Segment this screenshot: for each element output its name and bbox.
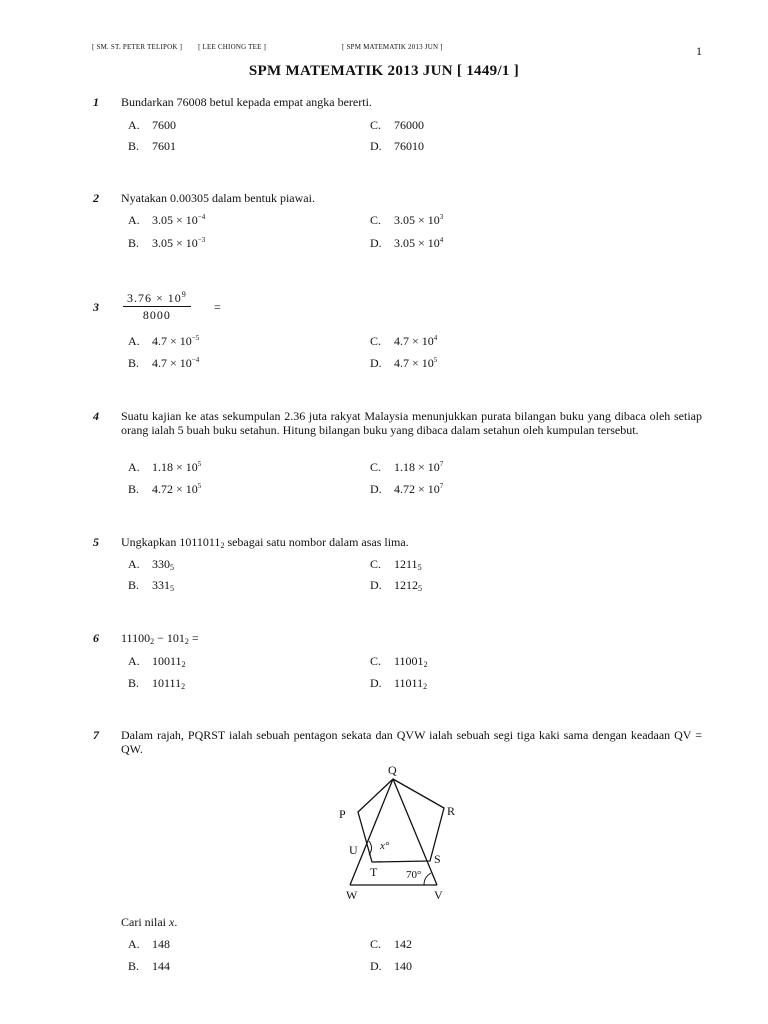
- option-base: 1212: [394, 578, 418, 592]
- option-a: [128, 937, 170, 952]
- prompt-variable: x: [169, 915, 175, 929]
- option-c: [370, 334, 437, 349]
- option-base: 3.05 × 10: [394, 236, 440, 250]
- option-label: D.: [370, 676, 382, 690]
- option-label: C.: [370, 557, 382, 571]
- label-w: W: [346, 888, 358, 902]
- option-label: C.: [370, 937, 382, 951]
- option-exponent: 3: [439, 213, 444, 221]
- option-base: 1.18 × 10: [394, 460, 440, 474]
- option-base: 3.05 × 10: [394, 213, 440, 227]
- label-v: V: [434, 888, 443, 902]
- option-value: 76000: [394, 118, 424, 132]
- option-exponent: 4: [433, 334, 438, 342]
- label-p: P: [339, 807, 346, 821]
- option-exponent: 5: [433, 356, 438, 364]
- option-b: [128, 959, 170, 974]
- option-label: C.: [370, 118, 382, 132]
- option-a: [128, 213, 205, 228]
- option-label: A.: [128, 460, 140, 474]
- option-label: C.: [370, 334, 382, 348]
- option-exponent: 5: [197, 482, 202, 490]
- option-label: B.: [128, 139, 140, 153]
- question-text: Dalam rajah, PQRST ialah sebuah pentagon sekata dan QVW ialah sebuah segi tiga kaki sama dengan keadaan QV = QW.: [121, 728, 702, 756]
- base-subscript: 2: [220, 541, 225, 550]
- label-s: S: [434, 852, 441, 866]
- option-d: [370, 959, 412, 974]
- option-label: B.: [128, 356, 140, 370]
- prompt-text: .: [174, 915, 178, 929]
- fraction-numerator: [123, 290, 191, 307]
- header-exam: [ SPM MATEMATIK 2013 JUN ]: [342, 43, 443, 51]
- option-label: A.: [128, 557, 140, 571]
- option-label: A.: [128, 334, 140, 348]
- option-base: 1.18 × 10: [152, 460, 198, 474]
- option-label: A.: [128, 118, 140, 132]
- option-label: B.: [128, 236, 140, 250]
- question-prompt: [121, 915, 702, 929]
- option-subscript: 5: [418, 584, 422, 593]
- option-a: [128, 118, 176, 133]
- equals-sign: =: [214, 300, 221, 314]
- question-number: 1: [93, 95, 99, 109]
- option-base: 4.7 × 10: [152, 356, 192, 370]
- option-value: 7601: [152, 139, 176, 153]
- numerator-base: 3.76 × 10: [127, 291, 182, 305]
- option-b: [128, 578, 174, 593]
- base-subscript: 2: [184, 637, 189, 646]
- label-q: Q: [388, 763, 397, 777]
- question-number: 2: [93, 191, 99, 205]
- option-base: 11001: [394, 654, 424, 668]
- option-subscript: 2: [423, 660, 428, 669]
- option-b: [128, 356, 199, 371]
- option-base: 4.7 × 10: [152, 334, 192, 348]
- option-base: 331: [152, 578, 170, 592]
- fraction: [123, 290, 191, 323]
- option-label: B.: [128, 676, 140, 690]
- option-b: [128, 236, 205, 251]
- option-a: [128, 557, 174, 572]
- option-d: [370, 482, 443, 497]
- option-label: A.: [128, 937, 140, 951]
- option-d: [370, 676, 427, 691]
- option-exponent: −5: [191, 334, 200, 342]
- option-value: 140: [394, 959, 412, 973]
- option-exponent: 5: [197, 460, 202, 468]
- option-c: [370, 118, 424, 133]
- question-text: Nyatakan 0.00305 dalam bentuk piawai.: [121, 191, 315, 205]
- option-d: [370, 356, 437, 371]
- option-d: [370, 236, 443, 251]
- option-base: 10011: [152, 654, 182, 668]
- option-exponent: −3: [197, 236, 206, 244]
- option-subscript: 2: [181, 682, 186, 691]
- option-label: B.: [128, 482, 140, 496]
- text-part: sebagai satu nombor dalam asas lima.: [224, 535, 409, 549]
- question-text: Bundarkan 76008 betul kepada empat angka bererti.: [121, 95, 372, 109]
- question-number: 7: [93, 728, 99, 742]
- question-expression: [121, 631, 702, 649]
- expr-term: =: [188, 631, 199, 645]
- option-base: 330: [152, 557, 170, 571]
- option-value: 142: [394, 937, 412, 951]
- running-header: [92, 43, 457, 51]
- option-d: [370, 139, 424, 154]
- option-subscript: 5: [170, 584, 174, 593]
- option-value: 76010: [394, 139, 424, 153]
- expr-term: − 101: [154, 631, 185, 645]
- option-b: [128, 139, 176, 154]
- angle-v-arc: [424, 873, 431, 885]
- option-c: [370, 557, 422, 572]
- option-value: 7600: [152, 118, 176, 132]
- option-label: A.: [128, 654, 140, 668]
- option-d: [370, 578, 422, 593]
- option-label: D.: [370, 578, 382, 592]
- option-exponent: 7: [439, 482, 444, 490]
- option-value: 144: [152, 959, 170, 973]
- option-base: 11011: [394, 676, 424, 690]
- expr-term: 11100: [121, 631, 151, 645]
- angle-x-label: x°: [380, 840, 390, 852]
- question-number: 4: [93, 409, 99, 423]
- pentagon-triangle-figure: [0, 758, 768, 908]
- option-exponent: 7: [439, 460, 444, 468]
- option-a: [128, 334, 199, 349]
- option-subscript: 5: [417, 563, 422, 572]
- option-b: [128, 482, 201, 497]
- label-t: T: [370, 865, 378, 879]
- option-exponent: 4: [439, 236, 444, 244]
- numerator-exponent: 9: [181, 290, 187, 299]
- option-label: D.: [370, 139, 382, 153]
- fraction-denominator: 8000: [142, 308, 171, 322]
- option-label: C.: [370, 654, 382, 668]
- option-base: 4.7 × 10: [394, 334, 434, 348]
- option-label: D.: [370, 356, 382, 370]
- option-a: [128, 654, 186, 669]
- option-b: [128, 676, 185, 691]
- option-exponent: −4: [191, 356, 200, 364]
- label-u: U: [349, 843, 358, 857]
- option-label: B.: [128, 578, 140, 592]
- header-school: [ SM. ST. PETER TELIPOK ]: [92, 43, 183, 51]
- text-part: Ungkapkan 1011011: [121, 535, 221, 549]
- angle-v-label: 70°: [406, 869, 422, 881]
- option-c: [370, 937, 412, 952]
- label-r: R: [447, 804, 456, 818]
- option-subscript: 5: [170, 563, 174, 572]
- option-base: 4.7 × 10: [394, 356, 434, 370]
- page-number: 1: [696, 44, 702, 58]
- option-c: [370, 460, 443, 475]
- option-base: 1211: [394, 557, 418, 571]
- option-label: C.: [370, 213, 382, 227]
- header-author: [ LEE CHIONG TEE ]: [198, 43, 267, 51]
- option-base: 3.05 × 10: [152, 236, 198, 250]
- option-label: A.: [128, 213, 140, 227]
- option-label: B.: [128, 959, 140, 973]
- option-label: C.: [370, 460, 382, 474]
- question-text: Suatu kajian ke atas sekumpulan 2.36 juta rakyat Malaysia menunjukkan purata bilangan buku yang dibaca oleh setiap orang ialah 5 buah buku setahun. Hitung bilangan buku yang dibaca dalam setahun oleh kumpulan tersebut.: [121, 409, 702, 437]
- option-c: [370, 213, 443, 228]
- question-number: 6: [93, 631, 99, 645]
- option-value: 148: [152, 937, 170, 951]
- question-number: 3: [93, 300, 99, 314]
- option-subscript: 2: [423, 682, 428, 691]
- option-subscript: 2: [181, 660, 186, 669]
- option-exponent: −4: [197, 213, 206, 221]
- base-subscript: 2: [150, 637, 155, 646]
- option-base: 10111: [152, 676, 182, 690]
- option-base: 4.72 × 10: [152, 482, 198, 496]
- option-label: D.: [370, 482, 382, 496]
- option-a: [128, 460, 201, 475]
- option-base: 3.05 × 10: [152, 213, 198, 227]
- page-title: SPM MATEMATIK 2013 JUN [ 1449/1 ]: [248, 63, 520, 79]
- question-text: [121, 535, 702, 553]
- prompt-text: Cari nilai: [121, 915, 169, 929]
- option-label: D.: [370, 236, 382, 250]
- question-number: 5: [93, 535, 99, 549]
- option-c: [370, 654, 428, 669]
- option-base: 4.72 × 10: [394, 482, 440, 496]
- option-label: D.: [370, 959, 382, 973]
